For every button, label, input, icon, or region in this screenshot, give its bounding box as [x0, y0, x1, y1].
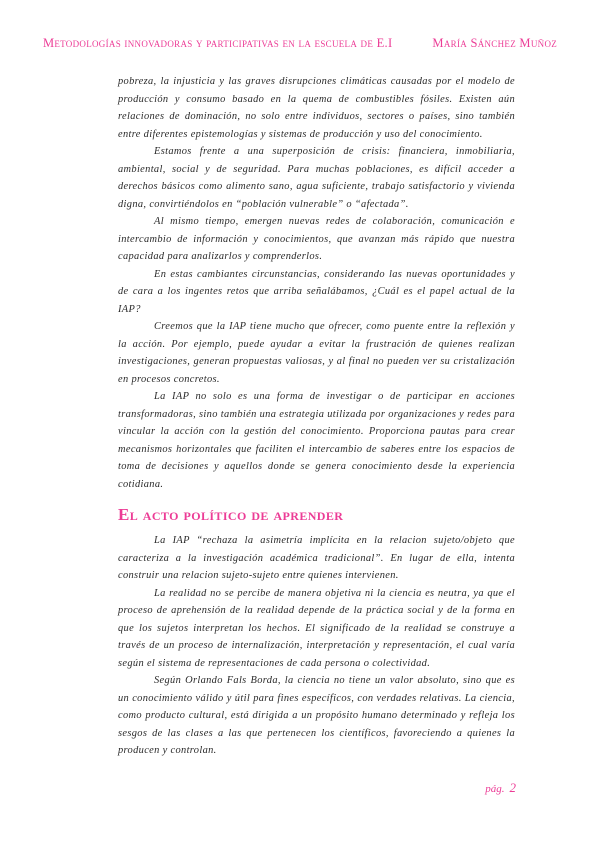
- page-header: [0, 36, 600, 51]
- section-heading: El acto político de aprender: [118, 505, 344, 524]
- document-body: [118, 73, 515, 760]
- header-author: María Sánchez Muñoz: [432, 36, 558, 50]
- body-paragraph: Al mismo tiempo, emergen nuevas redes de colaboración, comunicación e intercambio de información y conocimientos, que avanzan más rápido que nuestra capacidad para analizarlos y comprenderlos.: [118, 216, 515, 262]
- body-paragraph: Creemos que la IAP tiene mucho que ofrecer, como puente entre la reflexión y la acción. Por ejemplo, puede ayudar a evitar la frustración de quienes realizan investigaciones, generan propuestas valiosas, y al final no pueden ver su cristalización en procesos concretos.: [118, 321, 515, 385]
- page-number: [485, 780, 516, 796]
- page-label: pág.: [485, 783, 505, 795]
- body-paragraph: La IAP “rechaza la asimetría implícita en la relacion sujeto/objeto que caracteriza a la investigación académica tradicional”. En lugar de ella, intenta construir una relacion sujeto-sujeto entre quienes intervienen.: [118, 535, 515, 581]
- header-title: Metodologías innovadoras y participativas en la escuela de E.I: [42, 36, 393, 50]
- body-paragraph: La IAP no solo es una forma de investigar o de participar en acciones transformadoras, sino también una estrategia utilizada por organizaciones y redes para vincular la acción con la gestión del conocimiento. Proporciona pautas para crear mecanismos horizontales que faciliten el intercambio de saberes entre los espacios de toma de decisiones y aquellos donde se genera conocimiento desde la experiencia cotidiana.: [118, 391, 515, 490]
- body-paragraph: En estas cambiantes circunstancias, considerando las nuevas oportunidades y de cara a los ingentes retos que arriba señalábamos, ¿Cuál es el papel actual de la IAP?: [118, 268, 515, 315]
- body-paragraph: pobreza, la injusticia y las graves disrupciones climáticas causadas por el modelo de producción y consumo basado en la quema de combustibles fósiles. Existen aún relaciones de dominación, no solo entre individuos, sectores o países, sino también entre diferentes epistemologías y sistemas de producción y uso del conocimiento.: [118, 76, 515, 140]
- body-paragraph: Estamos frente a una superposición de crisis: financiera, inmobiliaria, ambiental, social y de seguridad. Para muchas poblaciones, es difícil acceder a derechos básicos como alimento sano, agua suficiente, trabajo satisfactorio y vivienda digna, convirtiéndolos en “población vulnerable” o “afectada”.: [118, 146, 515, 210]
- body-paragraph: Según Orlando Fals Borda, la ciencia no tiene un valor absoluto, sino que es un conocimiento válido y útil para fines específicos, con verdades relativas. La ciencia, como producto cultural, está dirigida a un propósito humano determinado y refleja los sesgos de las clases a las que pertenecen los científicos, favoreciendo a quienes la producen y controlan.: [118, 675, 515, 756]
- body-paragraph: La realidad no se percibe de manera objetiva ni la ciencia es neutra, ya que el proceso de aprehensión de la realidad depende de la práctica social y de la forma en que los sujetos interpretan los hechos. El significado de la realidad se construye a través de un proceso de internalización, interpretación y representación, el cual varía según el sistema de representaciones de cada persona o colectividad.: [118, 587, 515, 669]
- page-number-value: 2: [509, 780, 516, 795]
